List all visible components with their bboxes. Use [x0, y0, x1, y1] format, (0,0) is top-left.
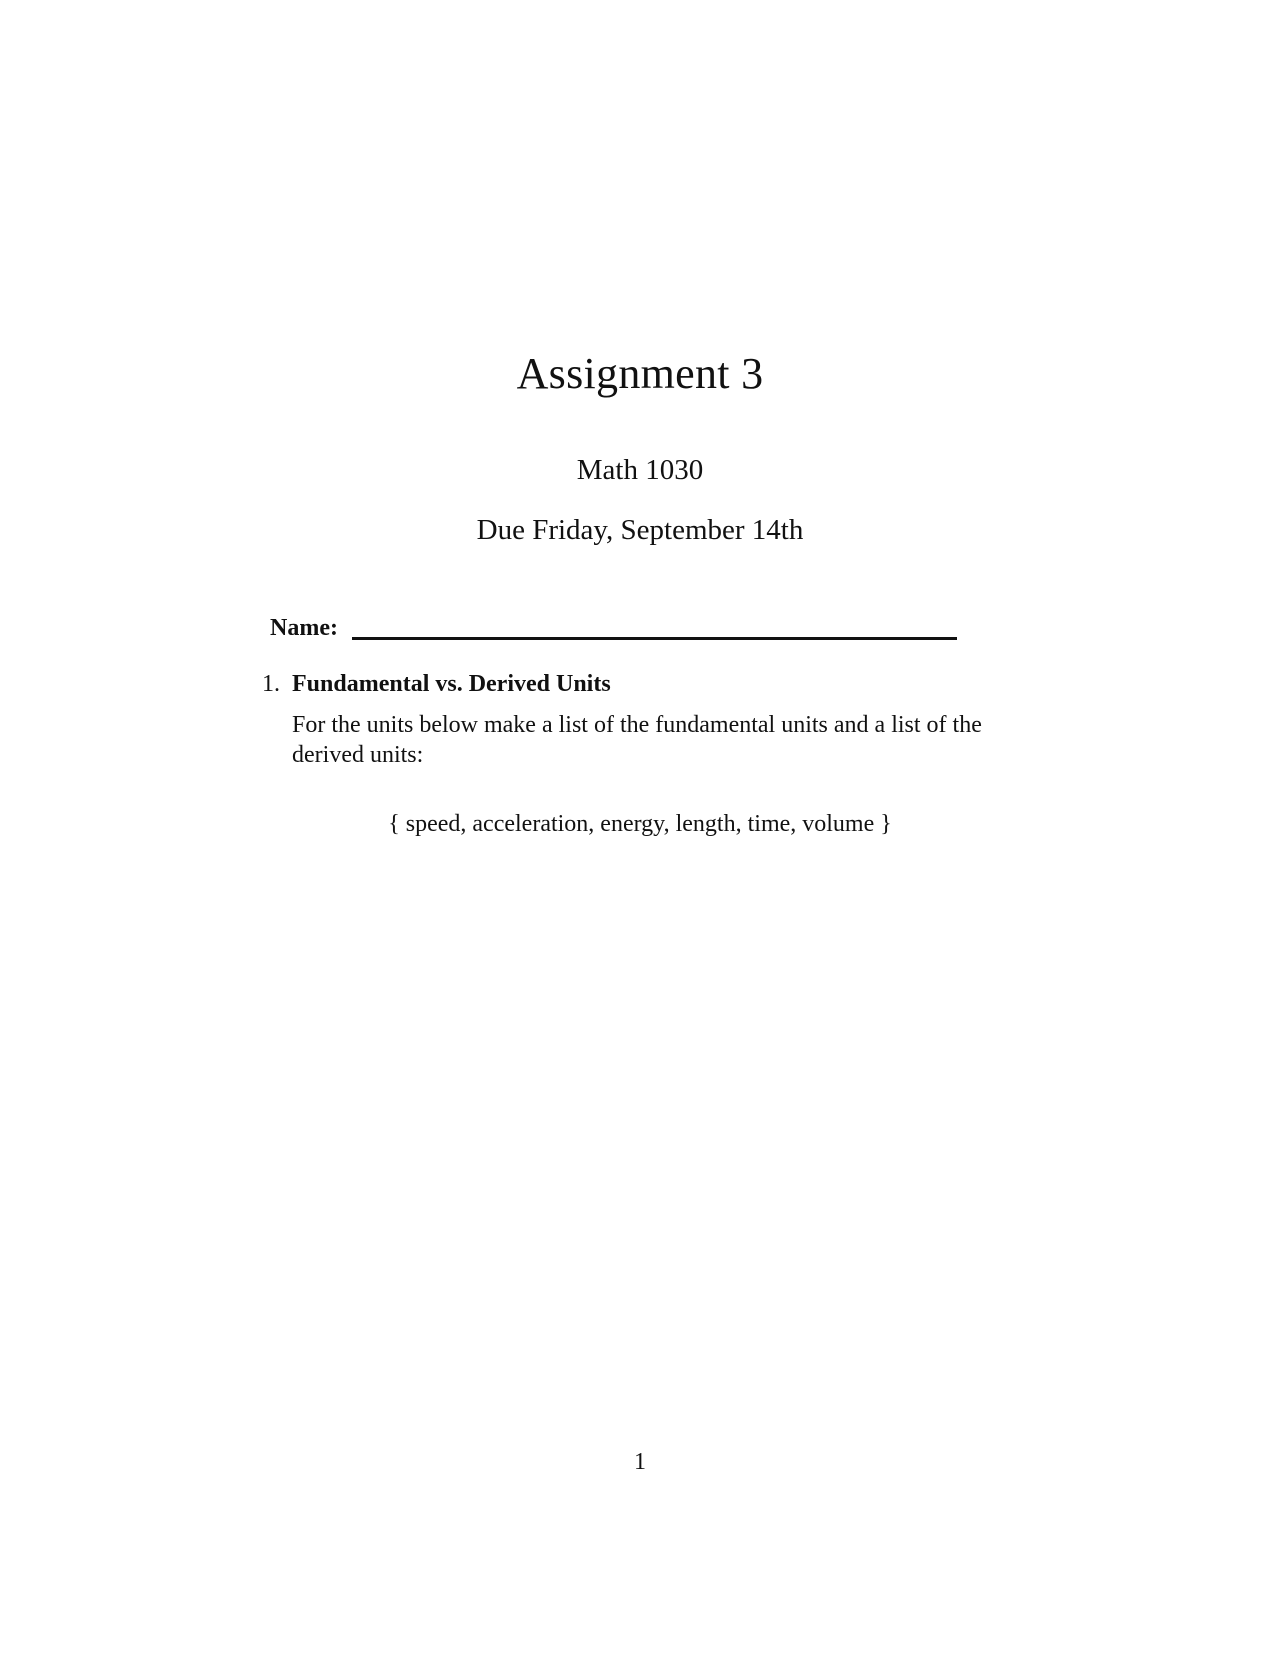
name-label: Name: — [270, 615, 338, 641]
problem-number: 1. — [262, 671, 280, 697]
name-field-row — [270, 612, 990, 644]
problem-instructions: For the units below make a list of the fundamental units and a list of the derived units: — [292, 712, 982, 768]
problem-title: Fundamental vs. Derived Units — [292, 671, 611, 697]
unit-set: { speed, acceleration, energy, length, time, volume } — [388, 811, 892, 837]
course-name: Math 1030 — [576, 454, 704, 486]
page-number: 1 — [634, 1449, 646, 1475]
due-date: Due Friday, September 14th — [476, 514, 804, 546]
name-blank-line — [352, 637, 957, 640]
document-title: Assignment 3 — [516, 349, 764, 398]
